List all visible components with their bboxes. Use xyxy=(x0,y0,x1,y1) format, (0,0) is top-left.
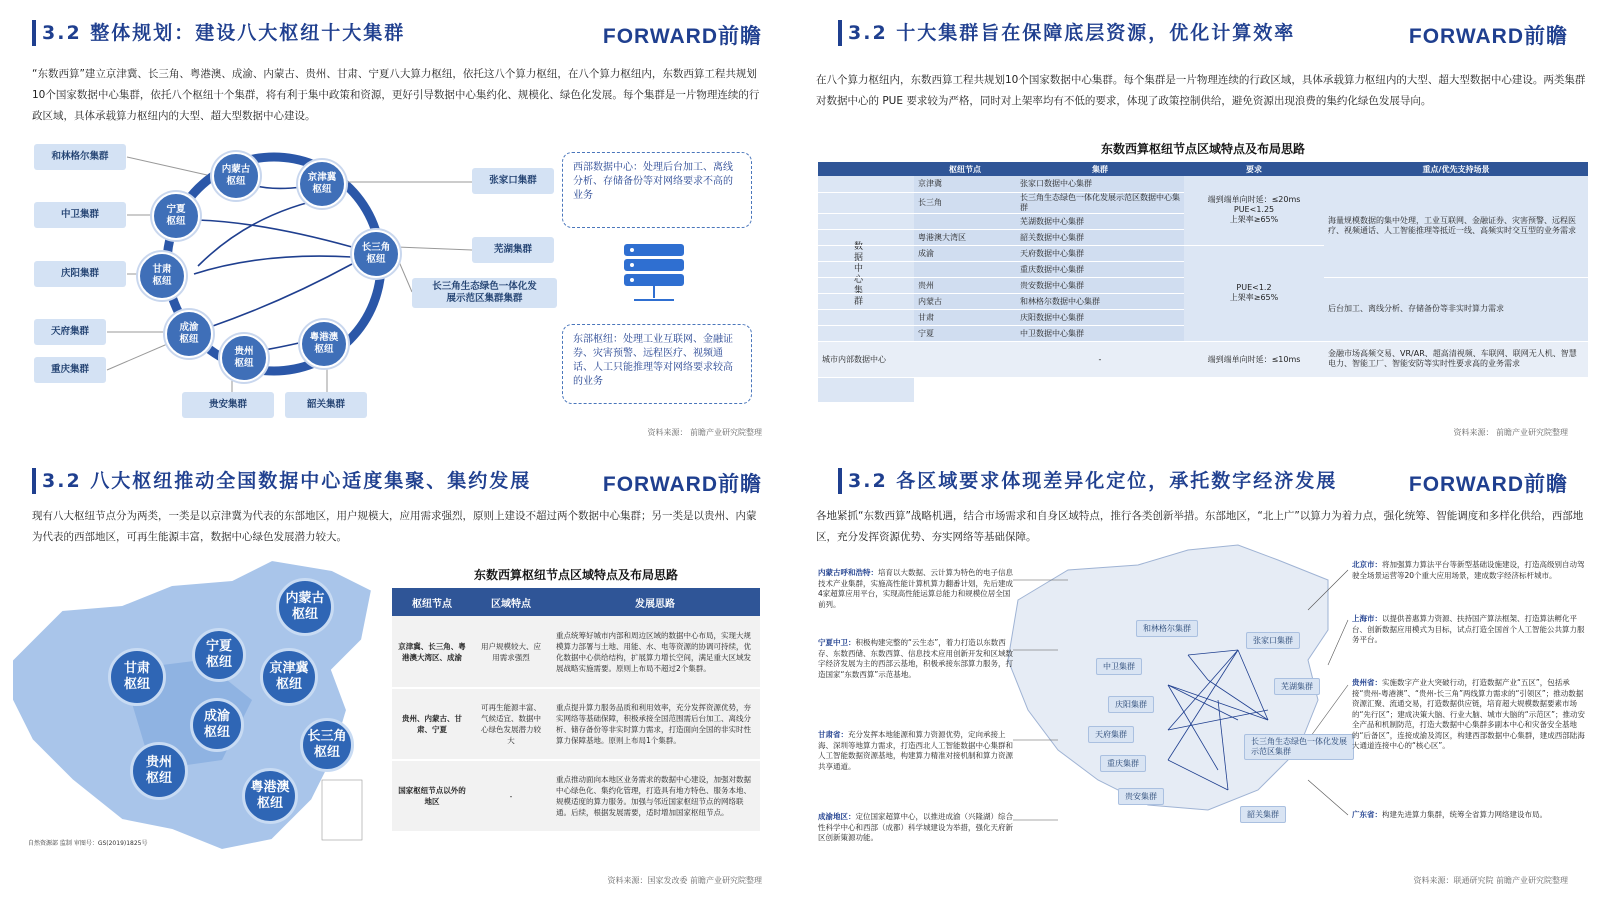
th-blank xyxy=(818,162,914,176)
cluster-chongqing: 重庆集群 xyxy=(34,357,106,383)
region-name: 成渝地区： xyxy=(818,812,856,821)
cell-hub xyxy=(914,261,1016,277)
map-node-chengyu: 成渝 枢纽 xyxy=(190,698,244,752)
slide-regional-positioning xyxy=(808,450,1598,896)
slide-title: 3.2 整体规划：建设八大枢纽十大集群 xyxy=(42,22,406,44)
region-name: 上海市： xyxy=(1352,614,1382,623)
hub-node-neimenggu: 内蒙古 枢纽 xyxy=(212,152,260,200)
cell-region: 可再生能源丰富、气候适宜、数据中心绿色发展潜力较大 xyxy=(472,688,550,760)
region-shanghai xyxy=(1352,614,1588,646)
cluster-zhongwei: 中卫集群 xyxy=(34,202,126,228)
map-node-yuegangao: 粤港澳 枢纽 xyxy=(242,768,298,824)
region-name: 广东省： xyxy=(1352,810,1382,819)
source-note: 资料来源： 前瞻产业研究院整理 xyxy=(1453,428,1568,437)
hub-node-guizhou: 贵州 枢纽 xyxy=(220,334,268,382)
th-strategy: 发展思路 xyxy=(550,588,760,616)
cell-city-dc: 城市内部数据中心 xyxy=(818,341,1016,377)
region-name: 内蒙古呼和浩特： xyxy=(818,568,878,577)
map-label-zhongwei: 中卫集群 xyxy=(1096,658,1142,675)
source-note: 资料来源： 前瞻产业研究院整理 xyxy=(647,428,762,437)
cluster-changsanjiao-demo: 长三角生态绿色一体化发 展示范区集群集群 xyxy=(412,278,557,308)
cell-hub: 宁夏 xyxy=(914,325,1016,341)
cell-req-city: 端到端单向时延：≤10ms xyxy=(1184,341,1324,377)
cell-region: 用户规模较大、应用需求强烈 xyxy=(472,616,550,688)
map-label-qingyang: 庆阳集群 xyxy=(1108,696,1154,713)
cluster-guian: 贵安集群 xyxy=(182,392,274,418)
map-label-changsanjiao: 长三角生态绿色一体化发展示范区集群 xyxy=(1244,734,1354,760)
cluster-helinge-er: 和林格尔集群 xyxy=(34,144,126,170)
cluster-shaoguan: 韶关集群 xyxy=(285,392,367,418)
region-text: 将加强算力算法平台等新型基础设施建设，打造高级别自动驾驶全场景运营等20个重大应用场景，建成数字经济标杆城市。 xyxy=(1352,560,1585,580)
region-text: 充分发挥本地能源和算力资源优势，定向承接上海、深圳等地算力需求，打造西北人工智能数据中心集群和人工智能数据资源基地，构建算力精准对接机制和算力资源共享通道。 xyxy=(818,730,1013,771)
cluster-qingyang: 庆阳集群 xyxy=(34,261,126,287)
slide-eight-hubs xyxy=(2,450,792,896)
cell-hub: 京津冀、长三角、粤港澳大湾区、成渝 xyxy=(392,616,472,688)
hub-node-ningxia: 宁夏 枢纽 xyxy=(152,192,200,240)
region-guangdong xyxy=(1352,810,1588,821)
th-hub: 枢纽节点 xyxy=(914,162,1016,176)
th-requirement: 要求 xyxy=(1184,162,1324,176)
intro-paragraph: 在八个算力枢纽内，东数西算工程共规划10个国家数据中心集群。每个集群是一片物理连续的行政区域，具体承载算力枢纽内的大型、超大型数据中心建设。两类集群对数据中心的 PUE 要求较为严格，同时对上架率均有不低的要求，体现了政策控制供给，避免资源出现浪费的集约化绿色发展导向。 xyxy=(816,74,1586,107)
cell-hub xyxy=(914,213,1016,229)
th-scenario: 重点/优先支持场景 xyxy=(1324,162,1588,176)
region-name: 甘肃省： xyxy=(818,730,848,739)
cell-region: - xyxy=(472,760,550,832)
slide-title: 3.2 八大枢纽推动全国数据中心适度集聚、集约发展 xyxy=(42,470,532,492)
region-neimenggu xyxy=(818,568,1013,610)
forward-logo: FORWARD前瞻 xyxy=(1408,25,1568,48)
forward-logo: FORWARD前瞻 xyxy=(1408,473,1568,496)
map-node-gansu: 甘肃 枢纽 xyxy=(108,648,166,706)
title-accent-bar xyxy=(32,468,36,494)
table-title: 东数西算枢纽节点区域特点及布局思路 xyxy=(473,568,678,582)
hub-node-chengyu: 成渝 枢纽 xyxy=(165,310,213,358)
map-label-chongqing: 重庆集群 xyxy=(1100,755,1146,772)
map-node-neimenggu: 内蒙古 枢纽 xyxy=(276,578,334,636)
region-beijing xyxy=(1352,560,1588,581)
map-label-shaoguan: 韶关集群 xyxy=(1240,806,1286,823)
slide-ten-clusters xyxy=(808,2,1598,448)
cluster-zhangjiakou: 张家口集群 xyxy=(472,168,554,194)
table-title: 东数西算枢纽节点区域特点及布局思路 xyxy=(1100,142,1305,156)
cell-req-east: 端到端单向时延：≤20ms PUE<1.25 上架率≥65% xyxy=(1184,176,1324,245)
cell-scene-west: 后台加工、离线分析、存储备份等非实时算力需求 xyxy=(1324,277,1588,341)
forward-logo: FORWARD前瞻 xyxy=(602,25,762,48)
hub-node-changsanjiao: 长三角 枢纽 xyxy=(352,230,400,278)
th-hub: 枢纽节点 xyxy=(392,588,472,616)
cell-scene-east: 海量规模数据的集中处理，工业互联网、金融证券、灾害预警、远程医疗、视频通话、人工智能推理等抵近一线、高频实时交互型的业务需求 xyxy=(1324,176,1588,277)
cell-cluster: 贵安数据中心集群 xyxy=(1016,277,1184,293)
source-note: 资料来源：国家发改委 前瞻产业研究院整理 xyxy=(607,876,762,885)
map-label-guian: 贵安集群 xyxy=(1118,788,1164,805)
th-cluster: 集群 xyxy=(1016,162,1184,176)
cell-cluster: 天府数据中心集群 xyxy=(1016,245,1184,261)
east-hub-note: 东部枢纽：处理工业互联网、金融证券、灾害预警、远程医疗、视频通话、人工只能推理等对网络要求较高的业务 xyxy=(562,324,752,404)
hub-node-jingjinji: 京津冀 枢纽 xyxy=(298,160,346,208)
cell-cluster: 韶关数据中心集群 xyxy=(1016,229,1184,245)
cell-hub: 成渝 xyxy=(914,245,1016,261)
region-text: 以提供普惠算力资源、扶持国产算法框架、打造算法孵化平台、创新数据应用模式为目标，试点打造全国首个人工智能公共算力服务平台。 xyxy=(1352,614,1585,644)
cell-hub: 京津冀 xyxy=(914,176,1016,192)
title-accent-bar xyxy=(838,20,842,46)
intro-paragraph: 各地紧抓“东数西算”战略机遇，结合市场需求和自身区域特点，推行各类创新举措。东部地区，“北上广”以算力为着力点，强化统筹、智能调度和多样化供给，西部地区，充分发挥资源优势、夯实网络等基础保障。 xyxy=(816,510,1584,543)
west-datacenter-note: 西部数据中心：处理后台加工、离线分析、存储备份等对网络要求不高的业务 xyxy=(562,152,752,228)
region-text: 积极构建完整的“云生态”，着力打造以东数西存、东数西储、东数西算、信息技术应用创新开发和区域数字经济发展为主的西部云基地，积极承接东部算力服务，打造国家“东数西算”示范基地。 xyxy=(818,638,1013,679)
map-node-changsanjiao: 长三角 枢纽 xyxy=(300,718,354,772)
map-label-helinge-er: 和林格尔集群 xyxy=(1136,620,1198,637)
cell-cluster: 张家口数据中心集群 xyxy=(1016,176,1184,192)
cell-strategy: 重点统筹好城市内部和周边区域的数据中心布局，实现大规模算力部署与土地、用能、水、电等资源的协调可持续，优化数据中心供给结构，扩展算力增长空间，满足重大区域发展战略实施需要。原则上布局不超过2个集群。 xyxy=(550,616,760,688)
cell-cluster: 和林格尔数据中心集群 xyxy=(1016,293,1184,309)
region-name: 贵州省： xyxy=(1352,678,1382,687)
region-text: 实施数字产业大突破行动，打造数据产业“五区”，包括承接“贵州-粤港澳”、“贵州-长三角”两线算力需求的“引领区”；推动数据资源汇聚、流通交易，打造数据供应链，培育超大规模数据要素市场的“先行区”；建成决策大脑、行业大脑、城市大脑的“示范区”；推动安全产品和机制防范，打造大数据中心集群多副本中心和灾备安全基地的“后备区”，连接成渝及湾区，构建西部数据中心集群，建成西部陆海大通道连接中心的“核心区”。 xyxy=(1352,678,1586,750)
side-label: 数据中心集群 xyxy=(854,242,864,307)
map-label-tianfu: 天府集群 xyxy=(1088,726,1134,743)
cell-hub: 甘肃 xyxy=(914,309,1016,325)
cell-hub: 贵州、内蒙古、甘肃、宁夏 xyxy=(392,688,472,760)
th-region: 区域特点 xyxy=(472,588,550,616)
forward-logo: FORWARD前瞻 xyxy=(602,473,762,496)
map-label-zhangjiakou: 张家口集群 xyxy=(1246,632,1300,649)
region-name: 北京市： xyxy=(1352,560,1382,569)
cluster-tianfu: 天府集群 xyxy=(34,319,106,345)
cell-hub: 国家枢纽节点以外的地区 xyxy=(392,760,472,832)
slide-title: 3.2 十大集群旨在保障底层资源，优化计算效率 xyxy=(848,22,1296,44)
cluster-wuhu: 芜湖集群 xyxy=(472,237,554,263)
cell-cluster: 芜湖数据中心集群 xyxy=(1016,213,1184,229)
cell-city-dash: - xyxy=(1016,341,1184,377)
hub-cluster-table xyxy=(818,162,1588,378)
intro-paragraph: 现有八大枢纽节点分为两类，一类是以京津冀为代表的东部地区，用户规模大，应用需求强烈，原则上建设不超过两个数据中心集群；另一类是以贵州、内蒙为代表的西部地区，可再生能源丰富，数据中心绿色发展潜力较大。 xyxy=(32,510,757,543)
map-label-wuhu: 芜湖集群 xyxy=(1274,678,1320,695)
server-icon xyxy=(618,240,690,314)
cell-cluster: 长三角生态绿色一体化发展示范区数据中心集群 xyxy=(1016,192,1184,213)
cell-hub: 贵州 xyxy=(914,277,1016,293)
cell-cluster: 庆阳数据中心集群 xyxy=(1016,309,1184,325)
region-text: 培育以大数据、云计算为特色的电子信息技术产业集群，实施高性能计算机算力翻番计划，先后建成4家超算应用平台，实现高性能运算总能力和规模位居全国前列。 xyxy=(818,568,1013,609)
map-node-jingjinji: 京津冀 枢纽 xyxy=(260,648,318,706)
hub-strategy-table xyxy=(392,588,760,833)
cell-strategy: 重点推动面向本地区业务需求的数据中心建设，加强对数据中心绿色化、集约化管理，打造具有地方特色、服务本地、规模适度的算力服务。加强与邻近国家枢纽节点的网络联通。后续，根据发展需要，适时增加国家枢纽节点。 xyxy=(550,760,760,832)
cell-strategy: 重点提升算力服务品质和利用效率，充分发挥资源优势，夯实网络等基础保障，积极承接全国范围需后台加工、离线分析、储存备份等非实时算力需求，打造面向全国的非实时性算力保障基地。原则上布局1个集群。 xyxy=(550,688,760,760)
intro-paragraph: “东数西算”建立京津冀、长三角、粤港澳、成渝、内蒙古、贵州、甘肃、宁夏八大算力枢纽，依托这八个算力枢纽，在八个算力枢纽内，东数西算工程共规划10个国家数据中心集群，依托八个枢纽十个集群，将有利于集中政策和资源，更好引导数据中心集约化、规模化、绿色化发展。每个集群是一片物理连续的行政区域，具体承载算力枢纽内的大型、超大型数据中心建设。 xyxy=(32,68,760,122)
cell-cluster: 重庆数据中心集群 xyxy=(1016,261,1184,277)
region-text: 构建先进算力集群，统筹全省算力网络建设布局。 xyxy=(1382,810,1547,819)
cell-req-west: PUE<1.2 上架率≥65% xyxy=(1184,245,1324,341)
map-node-guizhou: 贵州 枢纽 xyxy=(130,742,188,800)
region-gansu xyxy=(818,730,1013,772)
cell-hub: 长三角 xyxy=(914,192,1016,213)
hub-node-gansu: 甘肃 枢纽 xyxy=(138,252,186,300)
slide-title: 3.2 各区域要求体现差异化定位，承托数字经济发展 xyxy=(848,470,1338,492)
cell-scene-city: 金融市场高频交易、VR/AR、超高清视频、车联网、联网无人机、智慧电力、智能工厂、智能安防等实时性要求高的业务需求 xyxy=(1324,341,1588,377)
cell-hub: 内蒙古 xyxy=(914,293,1016,309)
region-chengyu xyxy=(818,812,1013,844)
region-name: 宁夏中卫： xyxy=(818,638,856,647)
slide-overall-plan xyxy=(2,2,792,448)
map-node-ningxia: 宁夏 枢纽 xyxy=(192,628,246,682)
map-caption: 自然资源部 监制 审图号：GS(2019)1825号 xyxy=(28,840,148,847)
source-note: 资料来源：联通研究院 前瞻产业研究院整理 xyxy=(1413,876,1568,885)
cell-hub: 粤港澳大湾区 xyxy=(914,229,1016,245)
region-ningxia xyxy=(818,638,1013,680)
region-text: 定位国家超算中心，以推进成渝（兴隆湖）综合性科学中心和西部（成都）科学城建设为举措，强化天府新区创新策源功能。 xyxy=(818,812,1013,842)
cell-cluster: 中卫数据中心集群 xyxy=(1016,325,1184,341)
hub-node-yuegangao: 粤港澳 枢纽 xyxy=(300,320,348,368)
region-guizhou xyxy=(1352,678,1588,752)
